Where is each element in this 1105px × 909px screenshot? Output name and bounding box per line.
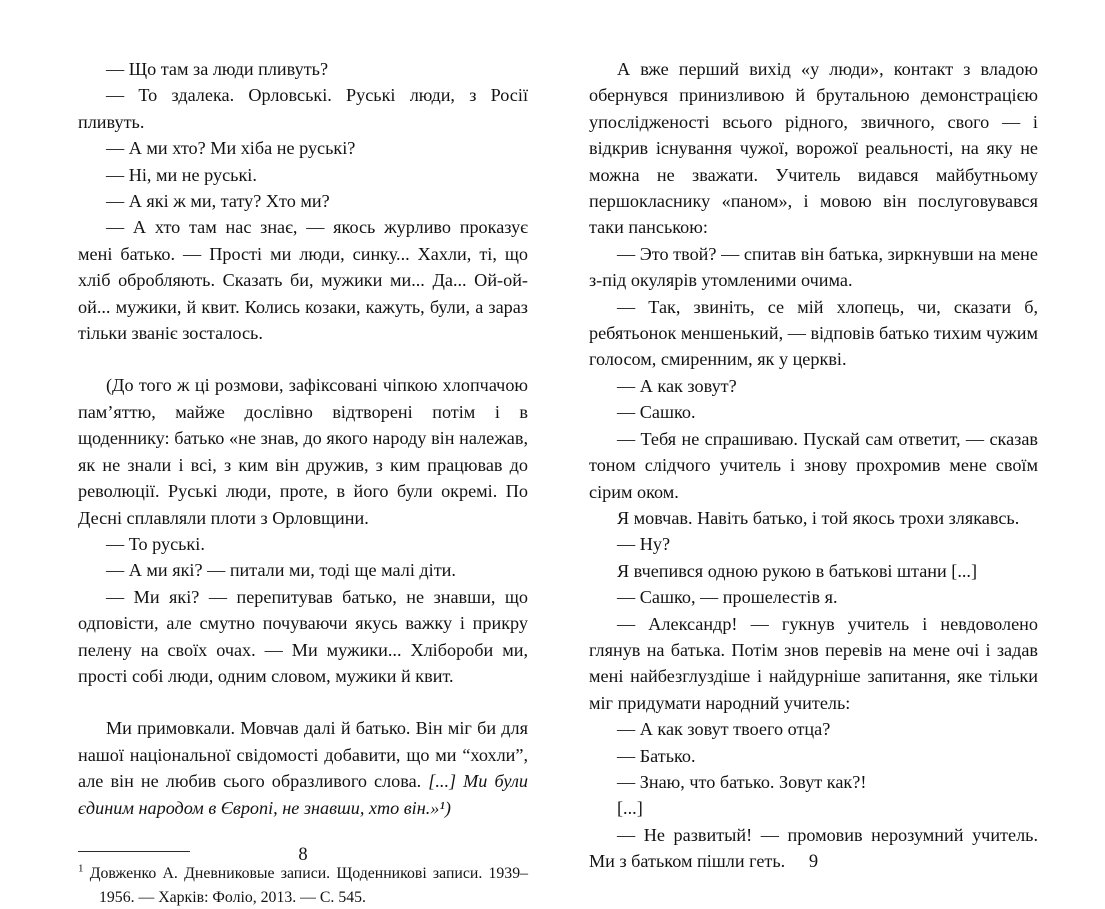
paragraph: Я вчепився одною рукою в батькові штани [...]	[617, 560, 978, 581]
paragraph: — Ні, ми не руські.	[106, 164, 257, 185]
paragraph: — А хто там нас знає, — якось журливо проказує мені батько. — Прості ми люди, синку... Хахли, ті, що хліб обробляють. Сказать би, мужики ми... Да... Ой-ой-ой... мужики, й квит. Колись козаки, кажуть, були, а зараз тільки званіє зосталось.	[78, 217, 528, 344]
paragraph: — Александр! — гукнув учитель і невдоволено глянув на батька. Потім знов перевів на мене очі і задав мені найбезглуздіше і найдурніше запитання, яке тільки міг придумати народний учитель:	[589, 613, 1038, 713]
paragraph: — Сашко.	[617, 402, 696, 423]
paragraph: — А які ж ми, тату? Хто ми?	[106, 191, 330, 212]
paragraph: — Що там за люди пливуть?	[106, 59, 329, 79]
paragraph-italic-text: [...] Ми були єдиним народом в Європі, не знавши, хто він.»¹)	[78, 771, 528, 818]
page-right	[589, 56, 1038, 875]
paragraph: (До того ж ці розмови, зафіксовані чіпкою хлопчачою пам’яттю, майже дослівно відтворені потім і в щоденнику: батько «не знав, до якого народу він належав, як не знали і всі, з ким він дружив, з ким працював до революції. Руські люди, проте, в його були окремі. По Десні сплавляли плоти з Орловщини.	[78, 375, 528, 528]
paragraph: — То руські.	[106, 533, 205, 554]
paragraph: — То здалека. Орловські. Руські люди, з Росії пливуть.	[78, 85, 528, 132]
paragraph: — Батько.	[617, 745, 696, 766]
footnote-marker: 1	[78, 862, 84, 875]
page-number-right: 9	[808, 852, 819, 872]
paragraph: — Не развитый! — промовив нерозумний учитель. Ми з батьком пішли геть.	[589, 824, 1038, 872]
paragraph: — Сашко, — прошелестів я.	[617, 587, 838, 608]
page-number-left: 8	[298, 845, 308, 865]
paragraph: — А как зовут?	[617, 375, 737, 396]
paragraph-text: Ми примовкали. Мовчав далі й батько. Він міг би для нашої національної свідомості добавити, що ми “хохли”, але він не любив сього образливого слова.	[78, 718, 528, 792]
paragraph: — Знаю, что батько. Зовут как?!	[617, 771, 867, 792]
paragraph	[78, 715, 528, 821]
paragraph: — Тебя не спрашиваю. Пускай сам ответит, — сказав тоном слідчого учитель і знову прохромив мене своїм сірим оком.	[589, 428, 1038, 502]
paragraph: — А ми хто? Ми хіба не руські?	[106, 138, 356, 159]
footnote-text	[78, 862, 528, 909]
paragraph: — Ми які? — перепитував батько, не знавши, що одповісти, але смутно почуваючи якусь важку і прикру пелену на своїх очах. — Ми мужики... Хлібороби ми, прості собі люди, одним словом, мужики й квит.	[78, 586, 528, 686]
paragraph: Я мовчав. Навіть батько, і той якось трохи злякавсь.	[617, 507, 1020, 528]
page-left	[78, 56, 528, 909]
paragraph: — Так, звиніть, се мій хлопець, чи, сказати б, ребятьонок меншенький, — відповів батько тихим чужим голосом, смиренним, як у церкві.	[589, 296, 1038, 370]
paragraph: — А как зовут твоего отца?	[617, 719, 831, 740]
paragraph: [...]	[617, 798, 643, 819]
paragraph: — А ми які? — питали ми, тоді ще малі діти.	[106, 560, 456, 581]
paragraph: — Это твой? — спитав він батька, зиркнувши на мене з-під окулярів утомленими очима.	[589, 243, 1038, 291]
footnote-body: Довженко А. Дневниковые записи. Щоденникові записи. 1939–1956. — Харків: Фоліо, 2013. — С. 545.	[83, 864, 528, 906]
paragraph: — Ну?	[617, 534, 671, 555]
paragraph: А вже перший вихід «у люди», контакт з владою обернувся принизливою й брутальною демонстрацією упослідженості всього рідного, звичного, свого — і відкрив існування чужої, ворожої реальності, на яку не можна не зважати. Учитель видався майбутньому першокласнику «паном», і мовою він послуговувався таки панською:	[589, 59, 1038, 238]
